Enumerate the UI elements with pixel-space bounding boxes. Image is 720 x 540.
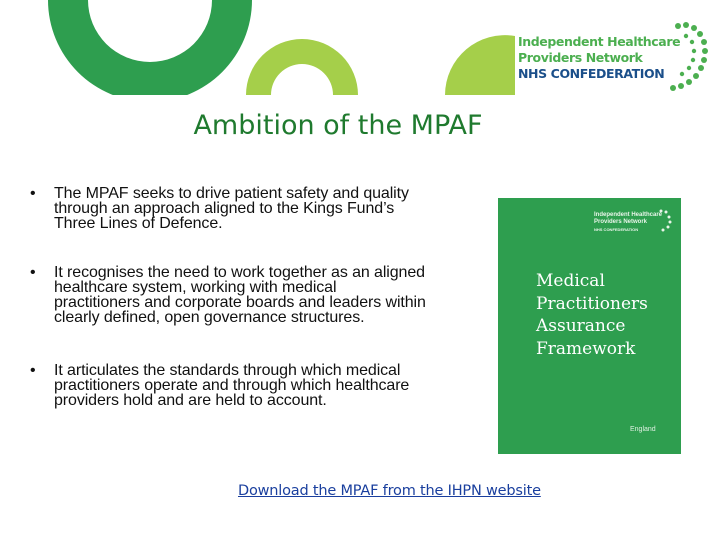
decorative-arcs — [0, 0, 520, 95]
cover-title — [536, 270, 648, 360]
mpaf-cover-image — [498, 198, 681, 454]
bullet-marker: • — [30, 185, 36, 202]
cover-footer: England — [630, 426, 656, 433]
bullet-item — [26, 265, 426, 325]
cover-title-line-1: Medical — [536, 271, 605, 291]
bullet-item — [26, 186, 426, 231]
cover-title-line-3: Assurance — [536, 316, 626, 336]
logo-line-2: Providers Network — [518, 50, 643, 65]
cover-title-line-2: Practitioners — [536, 293, 648, 314]
ihpn-logo — [518, 20, 708, 98]
bullet-list — [26, 186, 426, 442]
download-mpaf-link[interactable]: Download the MPAF from the IHPN website — [238, 483, 541, 499]
bullet-marker: • — [30, 264, 36, 281]
arc-light-green-center — [246, 39, 358, 95]
logo-line-3: NHS CONFEDERATION — [518, 66, 665, 81]
bullet-text: The MPAF seeks to drive patient safety and quality through an approach aligned to the Kings Fund’s Three Lines of Defence. — [54, 185, 409, 232]
cover-logo-dots-icon — [656, 208, 672, 232]
cover-logo-line-2: Providers Network — [594, 219, 648, 225]
bullet-marker: • — [30, 362, 36, 379]
cover-logo-line-1: Independent Healthcare — [594, 212, 663, 218]
bullet-item — [26, 363, 426, 408]
logo-dots-icon — [656, 20, 710, 98]
bullet-text: It articulates the standards through which medical practitioners operate and through which healthcare providers hold and are held to account. — [54, 362, 410, 409]
page-title-text: Ambition of the MPAF — [193, 110, 483, 141]
page-title — [0, 110, 720, 141]
cover-logo — [594, 212, 672, 240]
arc-dark-green-left — [48, 0, 252, 95]
cover-logo-line-3: NHS CONFEDERATION — [594, 227, 639, 232]
logo-line-1: Independent Healthcare — [518, 34, 681, 49]
arc-light-green-right — [445, 35, 515, 95]
bullet-text: It recognises the need to work together as an aligned healthcare system, working with medical practitioners and corporate boards and leaders within clearly defined, open governance structures. — [54, 264, 426, 326]
cover-title-line-4: Framework — [536, 338, 636, 359]
